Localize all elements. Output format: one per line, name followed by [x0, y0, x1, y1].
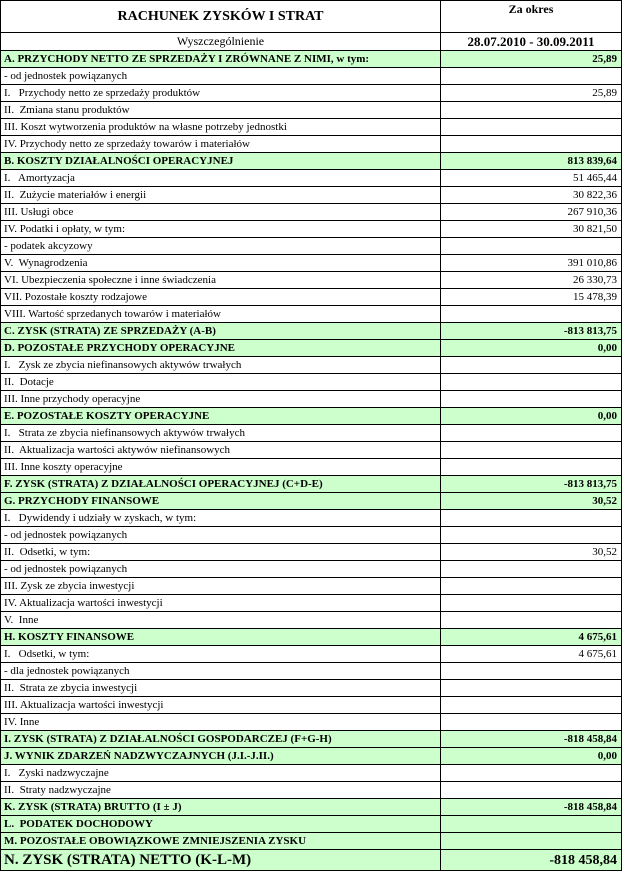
line-item-row [1, 561, 622, 578]
row-value [441, 714, 622, 731]
row-value: 0,00 [441, 748, 622, 765]
row-value [441, 102, 622, 119]
row-value: 4 675,61 [441, 646, 622, 663]
line-item-row [1, 459, 622, 476]
row-value [441, 578, 622, 595]
row-label: A. PRZYCHODY NETTO ZE SPRZEDAŻY I ZRÓWNANE Z NIMI, w tym: [1, 51, 441, 68]
row-label: K. ZYSK (STRATA) BRUTTO (I ± J) [1, 799, 441, 816]
row-value: 4 675,61 [441, 629, 622, 646]
row-label: II. Odsetki, w tym: [1, 544, 441, 561]
line-item-row [1, 102, 622, 119]
row-value [441, 119, 622, 136]
row-value [441, 306, 622, 323]
row-value [441, 680, 622, 697]
line-item-row [1, 697, 622, 714]
title-row [1, 1, 622, 33]
row-label: I. Strata ze zbycia niefinansowych aktywów trwałych [1, 425, 441, 442]
line-item-row [1, 255, 622, 272]
row-value: -818 458,84 [441, 850, 622, 871]
section-row [1, 51, 622, 68]
row-label: I. ZYSK (STRATA) Z DZIAŁALNOŚCI GOSPODARCZEJ (F+G-H) [1, 731, 441, 748]
row-value [441, 68, 622, 85]
period-value: 28.07.2010 - 30.09.2011 [441, 33, 622, 51]
line-item-row [1, 85, 622, 102]
row-value [441, 697, 622, 714]
row-label: II. Zmiana stanu produktów [1, 102, 441, 119]
row-value [441, 136, 622, 153]
row-label: II. Strata ze zbycia inwestycji [1, 680, 441, 697]
line-item-row [1, 663, 622, 680]
row-value [441, 459, 622, 476]
row-label: VIII. Wartość sprzedanych towarów i materiałów [1, 306, 441, 323]
row-value [441, 595, 622, 612]
period-label: Za okres [441, 1, 622, 33]
row-value: 0,00 [441, 340, 622, 357]
row-value [441, 357, 622, 374]
row-value [441, 442, 622, 459]
line-item-row [1, 527, 622, 544]
line-item-row [1, 714, 622, 731]
line-item-row [1, 204, 622, 221]
line-item-row [1, 221, 622, 238]
row-value [441, 561, 622, 578]
row-label: N. ZYSK (STRATA) NETTO (K-L-M) [1, 850, 441, 871]
row-label: V. Inne [1, 612, 441, 629]
row-value: 30,52 [441, 544, 622, 561]
row-label: V. Wynagrodzenia [1, 255, 441, 272]
row-value [441, 612, 622, 629]
row-value [441, 527, 622, 544]
line-item-row [1, 170, 622, 187]
line-item-row [1, 238, 622, 255]
row-label: VII. Pozostałe koszty rodzajowe [1, 289, 441, 306]
row-label: - dla jednostek powiązanych [1, 663, 441, 680]
section-row [1, 153, 622, 170]
line-item-row [1, 68, 622, 85]
row-label: III. Inne przychody operacyjne [1, 391, 441, 408]
section-row [1, 799, 622, 816]
row-value [441, 663, 622, 680]
row-label: III. Koszt wytworzenia produktów na własne potrzeby jednostki [1, 119, 441, 136]
row-value: 26 330,73 [441, 272, 622, 289]
section-row [1, 408, 622, 425]
row-value: 30 821,50 [441, 221, 622, 238]
row-value [441, 425, 622, 442]
line-item-row [1, 782, 622, 799]
section-row [1, 731, 622, 748]
section-row [1, 493, 622, 510]
row-label: II. Aktualizacja wartości aktywów niefinansowych [1, 442, 441, 459]
line-item-row [1, 646, 622, 663]
row-value: 813 839,64 [441, 153, 622, 170]
row-value: 51 465,44 [441, 170, 622, 187]
row-label: VI. Ubezpieczenia społeczne i inne świadczenia [1, 272, 441, 289]
row-value: 391 010,86 [441, 255, 622, 272]
line-item-row [1, 136, 622, 153]
row-label: I. Zysk ze zbycia niefinansowych aktywów trwałych [1, 357, 441, 374]
net-result-row [1, 850, 622, 871]
row-label: III. Aktualizacja wartości inwestycji [1, 697, 441, 714]
line-item-row [1, 391, 622, 408]
row-label: II. Straty nadzwyczajne [1, 782, 441, 799]
column-header-row [1, 33, 622, 51]
row-label: C. ZYSK (STRATA) ZE SPRZEDAŻY (A-B) [1, 323, 441, 340]
row-label: IV. Inne [1, 714, 441, 731]
row-label: F. ZYSK (STRATA) Z DZIAŁALNOŚCI OPERACYJNEJ (C+D-E) [1, 476, 441, 493]
section-row [1, 816, 622, 833]
row-value [441, 816, 622, 833]
row-label: I. Amortyzacja [1, 170, 441, 187]
row-label: I. Zyski nadzwyczajne [1, 765, 441, 782]
row-label: III. Zysk ze zbycia inwestycji [1, 578, 441, 595]
section-row [1, 476, 622, 493]
section-row [1, 629, 622, 646]
row-value: 30 822,36 [441, 187, 622, 204]
row-value [441, 765, 622, 782]
row-value: -818 458,84 [441, 731, 622, 748]
line-item-row [1, 765, 622, 782]
row-value: 15 478,39 [441, 289, 622, 306]
row-label: H. KOSZTY FINANSOWE [1, 629, 441, 646]
row-label: IV. Aktualizacja wartości inwestycji [1, 595, 441, 612]
line-item-row [1, 119, 622, 136]
row-value [441, 391, 622, 408]
row-value: 0,00 [441, 408, 622, 425]
row-label: I. Odsetki, w tym: [1, 646, 441, 663]
line-item-row [1, 510, 622, 527]
line-item-row [1, 306, 622, 323]
line-item-row [1, 187, 622, 204]
row-label: - podatek akcyzowy [1, 238, 441, 255]
section-row [1, 833, 622, 850]
row-label: M. POZOSTAŁE OBOWIĄZKOWE ZMNIEJSZENIA ZYSKU [1, 833, 441, 850]
line-item-row [1, 272, 622, 289]
line-item-row [1, 442, 622, 459]
line-item-row [1, 612, 622, 629]
row-value [441, 833, 622, 850]
row-label: - od jednostek powiązanych [1, 561, 441, 578]
column-label: Wyszczególnienie [1, 33, 441, 51]
row-value [441, 510, 622, 527]
row-value: 25,89 [441, 85, 622, 102]
row-value: 30,52 [441, 493, 622, 510]
row-label: G. PRZYCHODY FINANSOWE [1, 493, 441, 510]
section-row [1, 748, 622, 765]
row-label: IV. Przychody netto ze sprzedaży towarów i materiałów [1, 136, 441, 153]
line-item-row [1, 374, 622, 391]
row-value [441, 238, 622, 255]
row-label: L. PODATEK DOCHODOWY [1, 816, 441, 833]
line-item-row [1, 544, 622, 561]
row-value: 267 910,36 [441, 204, 622, 221]
row-value: -813 813,75 [441, 476, 622, 493]
section-row [1, 323, 622, 340]
row-label: III. Usługi obce [1, 204, 441, 221]
row-label: III. Inne koszty operacyjne [1, 459, 441, 476]
row-value [441, 782, 622, 799]
row-label: E. POZOSTAŁE KOSZTY OPERACYJNE [1, 408, 441, 425]
line-item-row [1, 595, 622, 612]
row-label: I. Dywidendy i udziały w zyskach, w tym: [1, 510, 441, 527]
statement-body [1, 1, 622, 871]
line-item-row [1, 289, 622, 306]
row-label: II. Zużycie materiałów i energii [1, 187, 441, 204]
row-label: B. KOSZTY DZIAŁALNOŚCI OPERACYJNEJ [1, 153, 441, 170]
row-value: 25,89 [441, 51, 622, 68]
row-label: - od jednostek powiązanych [1, 527, 441, 544]
row-value [441, 374, 622, 391]
row-label: I. Przychody netto ze sprzedaży produktów [1, 85, 441, 102]
line-item-row [1, 578, 622, 595]
section-row [1, 340, 622, 357]
row-label: - od jednostek powiązanych [1, 68, 441, 85]
row-value: -813 813,75 [441, 323, 622, 340]
row-label: II. Dotacje [1, 374, 441, 391]
row-value: -818 458,84 [441, 799, 622, 816]
row-label: J. WYNIK ZDARZEŃ NADZWYCZAJNYCH (J.I.-J.II.) [1, 748, 441, 765]
statement-title: RACHUNEK ZYSKÓW I STRAT [1, 1, 441, 33]
row-label: D. POZOSTAŁE PRZYCHODY OPERACYJNE [1, 340, 441, 357]
line-item-row [1, 680, 622, 697]
row-label: IV. Podatki i opłaty, w tym: [1, 221, 441, 238]
line-item-row [1, 357, 622, 374]
line-item-row [1, 425, 622, 442]
